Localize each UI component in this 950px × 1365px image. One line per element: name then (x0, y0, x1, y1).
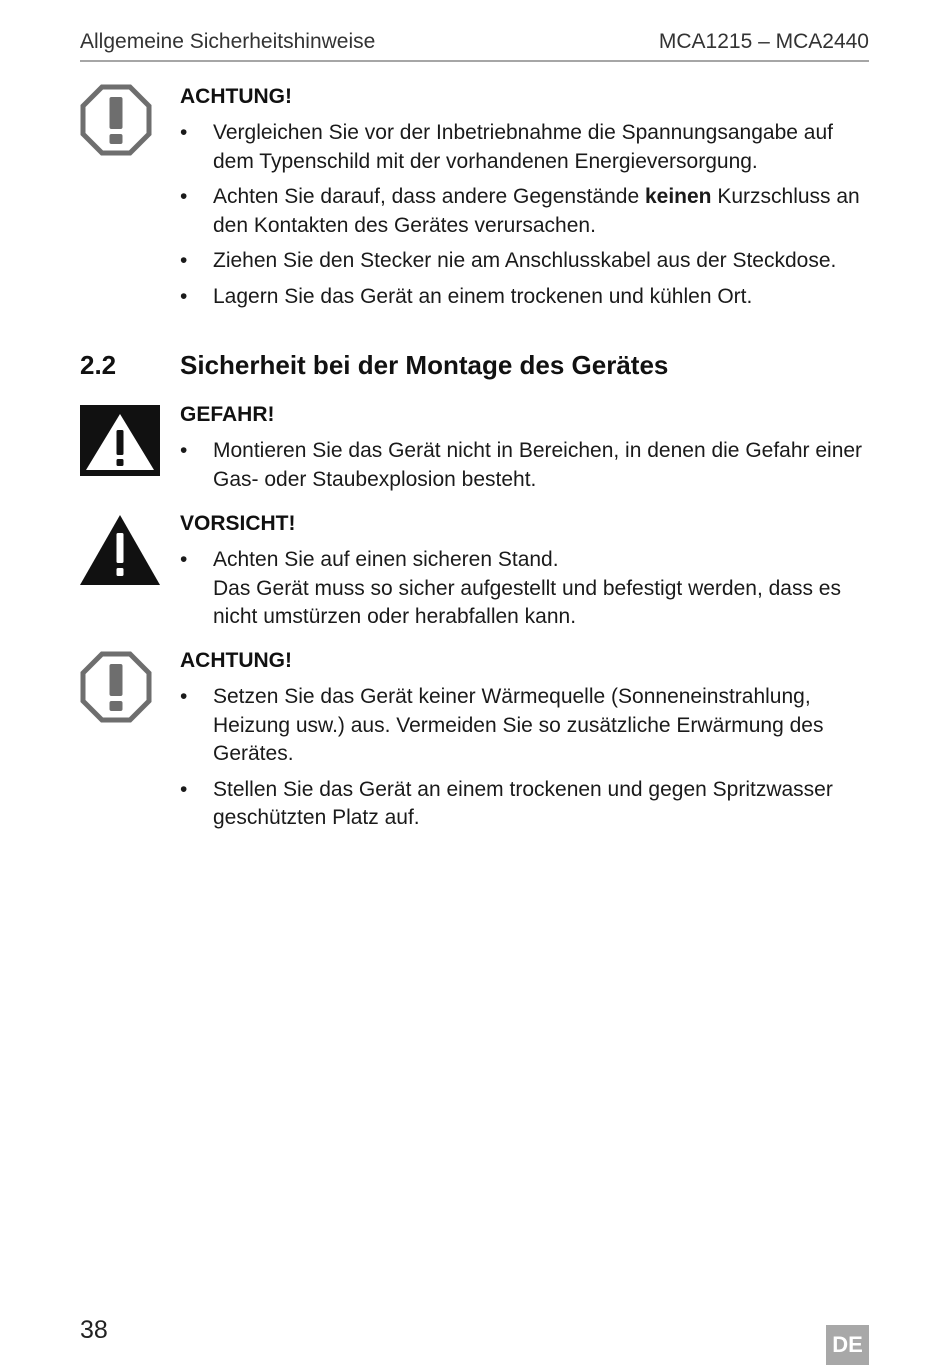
danger-signal-word: GEFAHR! (180, 403, 275, 426)
caution-signal-word: VORSICHT! (180, 512, 296, 535)
notice-list (180, 683, 870, 833)
notice-block-2 (80, 648, 870, 848)
page-number: 38 (80, 1316, 108, 1344)
notice-signal-word: ACHTUNG! (180, 85, 292, 108)
warning-triangle-boxed-icon (80, 405, 160, 476)
list-item: • Achten Sie auf einen sicheren Stand. Das Gerät muss so sicher aufgestellt und befestigt werden, dass es nicht umstürzen oder herabfallen kann. (180, 546, 870, 632)
header-section-title: Allgemeine Sicherheitshinweise (80, 30, 376, 53)
warning-triangle-icon (80, 515, 160, 585)
danger-list (180, 437, 870, 494)
section-number: 2.2 (80, 350, 117, 380)
language-badge: DE (826, 1325, 869, 1365)
section-title: Sicherheit bei der Montage des Gerätes (180, 350, 669, 380)
exclamation-octagon-icon (80, 84, 152, 156)
list-item: • Achten Sie darauf, dass andere Gegenstände keinen Kurzschluss an den Kontakten des Gerätes verursachen. (180, 183, 870, 240)
caution-block (80, 511, 870, 641)
list-item: • Stellen Sie das Gerät an einem trockenen und gegen Spritzwasser geschützten Platz auf. (180, 776, 870, 833)
list-item: • Vergleichen Sie vor der Inbetriebnahme die Spannungsangabe auf dem Typenschild mit der vorhandenen Energieversorgung. (180, 119, 870, 176)
danger-block (80, 402, 870, 502)
list-item: • Ziehen Sie den Stecker nie am Anschlusskabel aus der Steckdose. (180, 247, 870, 276)
list-item: • Setzen Sie das Gerät keiner Wärmequelle (Sonneneinstrahlung, Heizung usw.) aus. Vermeiden Sie so zusätzliche Erwärmung des Gerätes. (180, 683, 870, 769)
notice-block-1 (80, 84, 870, 314)
exclamation-octagon-icon (80, 651, 152, 723)
header-model-range: MCA1215 – MCA2440 (658, 30, 869, 53)
notice-signal-word: ACHTUNG! (180, 649, 292, 672)
caution-list (180, 546, 870, 632)
list-item: • Lagern Sie das Gerät an einem trockenen und kühlen Ort. (180, 283, 870, 312)
list-item: • Montieren Sie das Gerät nicht in Bereichen, in denen die Gefahr einer Gas- oder Staubexplosion besteht. (180, 437, 870, 494)
notice-list (180, 119, 870, 311)
page-header (80, 28, 869, 62)
emphasis-text: keinen (644, 185, 712, 208)
